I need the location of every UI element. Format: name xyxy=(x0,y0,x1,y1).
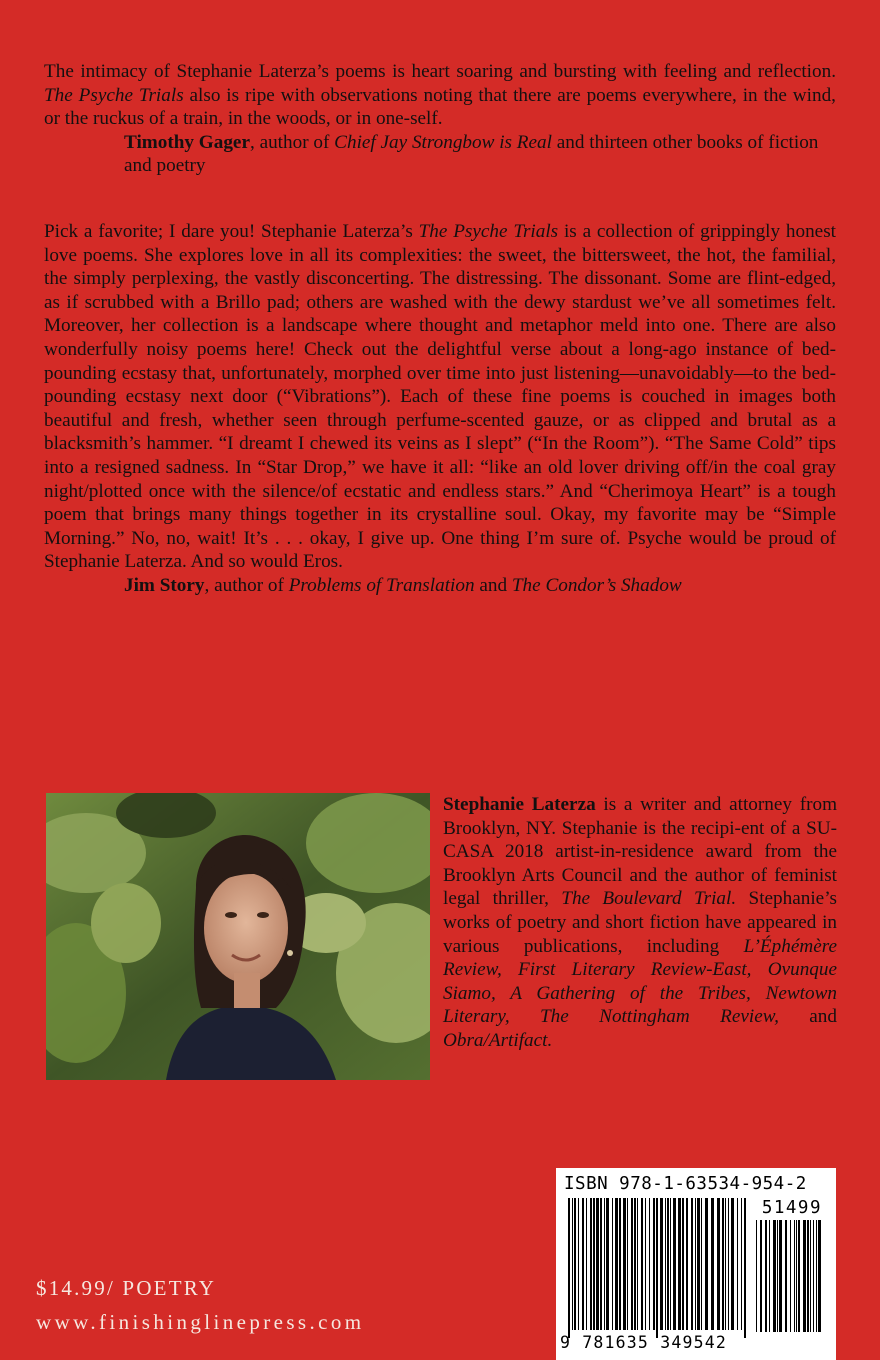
publications-list: L’Éphémère Review, First Literary Review-East, Ovunque Siamo, A Gathering of the Tribes, Newtown Literary, The Nottingham Review, xyxy=(443,935,837,1028)
barcode-bar xyxy=(673,1198,676,1330)
barcode-bar xyxy=(794,1220,795,1332)
barcode-bar xyxy=(701,1198,702,1330)
bio-book-title: The Boulevard Trial. xyxy=(561,888,737,910)
barcode-bar xyxy=(631,1198,633,1330)
barcode-bar xyxy=(779,1220,782,1332)
book-title: The Psyche Trials xyxy=(418,221,559,242)
barcode-bar xyxy=(634,1198,636,1330)
barcode-bar xyxy=(810,1220,811,1332)
blurb-1-text: The intimacy of Stephanie Laterza’s poems is heart soaring and bursting with feeling and reflection. The Psyche Trials also is ripe with observations noting that there are poems everywhere, in the wind, or the ruckus of a train, in the woods, or in one-self. xyxy=(44,61,836,130)
barcode-bar xyxy=(691,1198,693,1330)
barcode-bar xyxy=(728,1198,729,1330)
barcode-bar xyxy=(816,1220,817,1332)
barcode-bar xyxy=(641,1198,643,1330)
barcode-bar xyxy=(765,1220,767,1332)
blurb-2-text: Pick a favorite; I dare you! Stephanie Laterza’s The Psyche Trials is a collection of grippingly honest love poems. She explores love in all its complexities: the sweet, the bittersweet, the hot, the familial, the simply perplexing, the vastly disconcerting. The distressing. The dissonant. Some are flint-edged, as if scrubbed with a Brillo pad; others are washed with the dewy stardust we’ve all sometimes felt. Moreover, her collection is a landscape where thought and metaphor meld into one. There are also wonderfully noisy poems here! Check out the delightful verse about a long-ago instance of bed-pounding ecstasy that, unfortunately, morphed over time into just listening—unavoidably—to the bed-pounding ecstasy next door (“Vibrations”). Each of these fine poems is couched in images both beautiful and fresh, whether seen through perfume-scented gauze, or as clipped and brutal as a blacksmith’s hammer. “I dreamt I chewed its veins as I slept” (“In the Room”). “The Same Cold” tips into a resigned sadness. In “Star Drop,” we have it all: “like an old lover driving off/in the coal gray night/plotted once with the silence/of ecstatic and endless stars.” And “Cherimoya Heart” is a tough poem that brings many things together in its crystalline soul. Okay, my favorite may be “Simple Morning.” No, no, wait! It’s . . . okay, I give up. One thing I’m sure of. Psyche would be proud of Stephanie Laterza. And so would Eros. xyxy=(44,221,836,573)
barcode-bar xyxy=(711,1198,714,1330)
barcode-bar xyxy=(807,1220,809,1332)
barcode-bar xyxy=(777,1220,778,1332)
barcode-bar xyxy=(596,1198,599,1330)
barcode-bar xyxy=(645,1198,646,1330)
price-code: 51499 xyxy=(761,1198,822,1218)
barcode-bar xyxy=(612,1198,613,1330)
barcode-bar xyxy=(600,1198,602,1330)
barcode-bar xyxy=(785,1220,787,1332)
barcode-bar xyxy=(665,1198,666,1330)
barcode-bar xyxy=(619,1198,621,1330)
barcode-bar xyxy=(769,1220,770,1332)
barcode-bar xyxy=(722,1198,724,1330)
author-photo xyxy=(46,793,430,1080)
barcode-bar xyxy=(627,1198,628,1330)
barcode-bars xyxy=(556,1168,836,1360)
author-bio: Stephanie Laterza is a writer and attorney from Brooklyn, NY. Stephanie is the recipi-ent of a SU-CASA 2018 artist-in-residence award from the Brooklyn Arts Council and the author of feminist legal thriller, The Boulevard Trial. Stephanie’s works of poetry and short fiction have appeared in various publications, including L’Éphémère Review, First Literary Review-East, Ovunque Siamo, A Gathering of the Tribes, Newtown Literary, The Nottingham Review, and Obra/Artifact. xyxy=(443,794,837,1051)
barcode-bar xyxy=(649,1198,650,1330)
barcode-bar xyxy=(586,1198,587,1330)
barcode-bar xyxy=(741,1198,742,1330)
barcode-bar xyxy=(818,1220,821,1332)
barcode-bar xyxy=(705,1198,708,1330)
barcode-bar xyxy=(813,1220,814,1332)
barcode-bar xyxy=(574,1198,576,1330)
barcode-bar xyxy=(572,1198,573,1330)
praise-blurb-1 xyxy=(44,60,836,178)
barcode-bar xyxy=(582,1198,584,1330)
barcode-bar xyxy=(623,1198,626,1330)
barcode-bar xyxy=(568,1198,570,1338)
barcode-bar xyxy=(737,1198,738,1330)
blurb-2-attribution: Jim Story, author of Problems of Translation and The Condor’s Shadow xyxy=(124,574,682,596)
publisher-website[interactable]: www.finishinglinepress.com xyxy=(36,1310,365,1334)
barcode-bar xyxy=(615,1198,618,1330)
barcode-bar xyxy=(760,1220,762,1332)
barcode-bar xyxy=(744,1198,746,1338)
praise-blurb-2 xyxy=(44,220,836,598)
isbn-digits: 9 781635 349542 xyxy=(560,1333,728,1352)
barcode-bar xyxy=(578,1198,579,1330)
book-title: The Psyche Trials xyxy=(44,84,184,106)
author-name: Stephanie Laterza xyxy=(443,794,596,815)
barcode-bar xyxy=(637,1198,638,1330)
barcode-bar xyxy=(667,1198,669,1330)
barcode-bar xyxy=(604,1198,605,1330)
barcode-bar xyxy=(678,1198,681,1330)
barcode-bar xyxy=(660,1198,663,1330)
reviewer-name: Jim Story xyxy=(124,574,205,596)
barcode-bar xyxy=(773,1220,776,1332)
barcode-bar xyxy=(656,1198,658,1338)
blurb-1-attribution: Timothy Gager, author of Chief Jay Strongbow is Real and thirteen other books of fiction and poetry xyxy=(124,131,819,177)
barcode-bar xyxy=(653,1198,655,1330)
barcode-bar xyxy=(606,1198,609,1330)
barcode-bar xyxy=(590,1198,592,1330)
barcode-bar xyxy=(756,1220,757,1332)
price-genre: $14.99/ POETRY xyxy=(36,1276,217,1300)
barcode-bar xyxy=(731,1198,734,1330)
barcode-bar xyxy=(593,1198,595,1330)
isbn-barcode xyxy=(556,1168,836,1360)
barcode-bar xyxy=(695,1198,696,1330)
barcode-bar xyxy=(717,1198,720,1330)
barcode-bar xyxy=(790,1220,791,1332)
barcode-bar xyxy=(686,1198,688,1330)
barcode-bar xyxy=(682,1198,684,1330)
barcode-bar xyxy=(798,1220,800,1332)
barcode-bar xyxy=(803,1220,806,1332)
barcode-bar xyxy=(670,1198,671,1330)
barcode-bar xyxy=(725,1198,726,1330)
barcode-bar xyxy=(796,1220,797,1332)
isbn-label: ISBN 978-1-63534-954-2 xyxy=(564,1174,807,1194)
reviewer-name: Timothy Gager xyxy=(124,131,250,153)
barcode-bar xyxy=(697,1198,700,1330)
